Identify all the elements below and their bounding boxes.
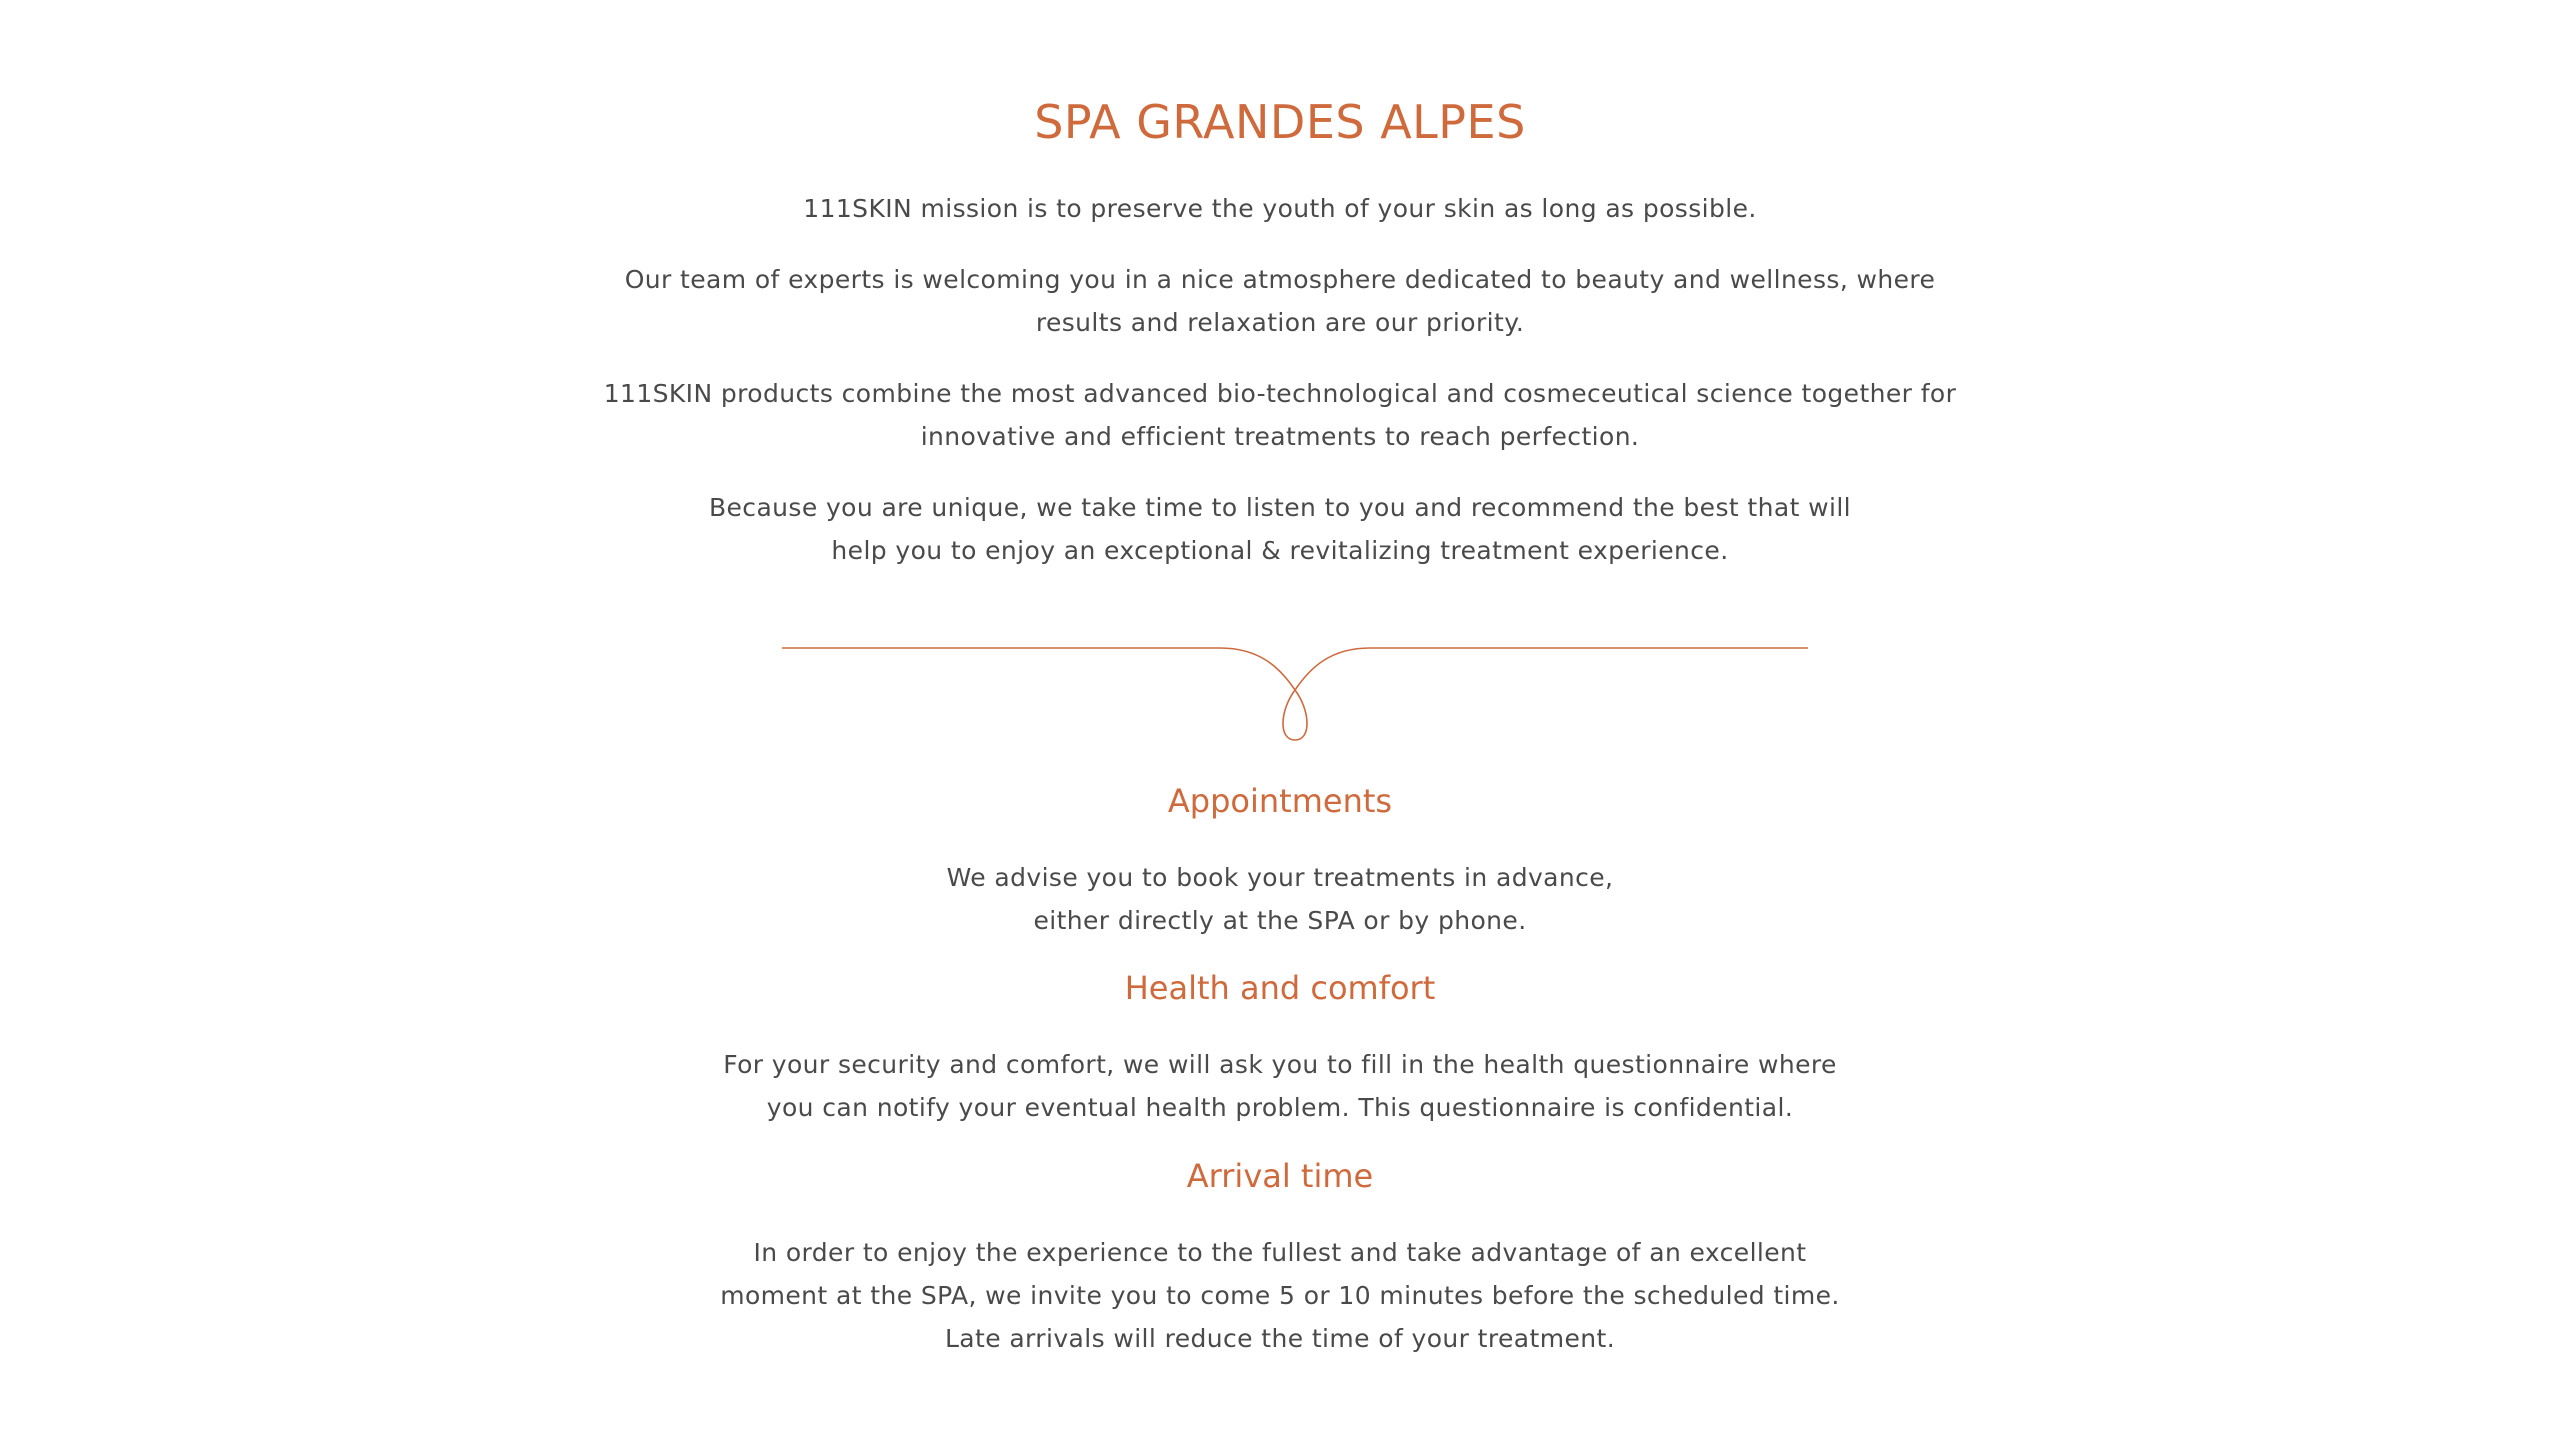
intro-products-line-1: 111SKIN products combine the most advanced bio-technological and cosmeceutical science together for (603, 379, 1957, 408)
arrival-text (0, 1231, 2560, 1360)
arrival-line-1: In order to enjoy the experience to the fullest and take advantage of an excellent (753, 1238, 1807, 1267)
health-text (0, 1043, 2560, 1129)
intro-team-line-2: results and relaxation are our priority. (1035, 308, 1525, 337)
arrival-heading: Arrival time (1186, 1157, 1374, 1195)
intro-products-line-2: innovative and efficient treatments to reach perfection. (920, 422, 1640, 451)
health-line-1: For your security and comfort, we will ask you to fill in the health questionnaire where (723, 1050, 1837, 1079)
intro-unique (0, 486, 2560, 572)
appointments-heading: Appointments (1167, 782, 1393, 820)
divider-flourish (782, 648, 1808, 690)
intro-unique-line-1: Because you are unique, we take time to listen to you and recommend the best that will (708, 493, 1852, 522)
page-title: SPA GRANDES ALPES (1034, 95, 1526, 149)
arrival-line-2: moment at the SPA, we invite you to come 5 or 10 minutes before the scheduled time. (720, 1281, 1840, 1310)
intro-team-line-1: Our team of experts is welcoming you in a nice atmosphere dedicated to beauty and wellness, where (624, 265, 1936, 294)
intro-unique-line-2: help you to enjoy an exceptional & revitalizing treatment experience. (831, 536, 1729, 565)
arrival-line-3: Late arrivals will reduce the time of your treatment. (944, 1324, 1616, 1353)
appointments-text (0, 856, 2560, 942)
health-line-2: you can notify your eventual health problem. This questionnaire is confidential. (766, 1093, 1794, 1122)
intro-team (0, 258, 2560, 344)
ornamental-divider (780, 630, 1810, 745)
appointments-line-2: either directly at the SPA or by phone. (1033, 906, 1527, 935)
intro-mission-line: 111SKIN mission is to preserve the youth of your skin as long as possible. (803, 194, 1757, 223)
intro-mission (0, 187, 2560, 230)
intro-products (0, 372, 2560, 458)
divider-loop (1283, 690, 1307, 740)
health-heading: Health and comfort (1124, 969, 1436, 1007)
appointments-line-1: We advise you to book your treatments in advance, (946, 863, 1614, 892)
